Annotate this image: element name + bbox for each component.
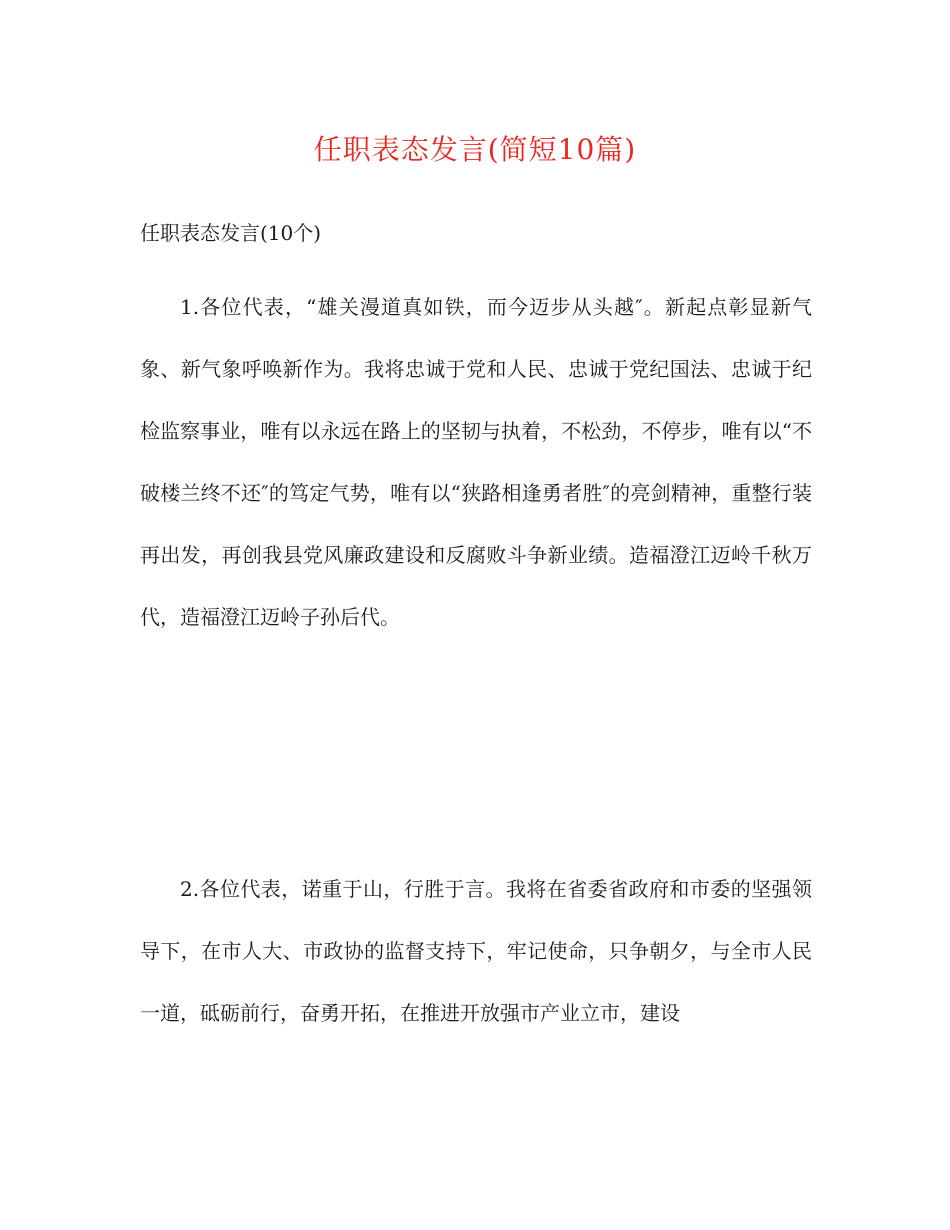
- paragraph-1: 1.各位代表，“雄关漫道真如铁，而今迈步从头越″。新起点彰显新气象、新气象呼唤新作为。我将忠诚于党和人民、忠诚于党纪国法、忠诚于纪检监察事业，唯有以永远在路上的坚韧与执着，不松劲，不停步，唯有以“不破楼兰终不还″的笃定气势，唯有以“狭路相逢勇者胜″的亮剑精神，重整行装再出发，再创我县党风廉政建设和反腐败斗争新业绩。造福澄江迈岭千秋万代，造福澄江迈岭子孙后代。: [140, 295, 812, 629]
- paragraph-2: 2.各位代表，诺重于山，行胜于言。我将在省委省政府和市委的坚强领导下，在市人大、市政协的监督支持下，牢记使命，只争朝夕，与全市人民一道，砥砺前行，奋勇开拓，在推进开放强市产业立市，建设: [140, 877, 812, 1025]
- document-title: 任职表态发言(简短10篇): [313, 133, 637, 166]
- document-subtitle: 任职表态发言(10个): [140, 221, 322, 245]
